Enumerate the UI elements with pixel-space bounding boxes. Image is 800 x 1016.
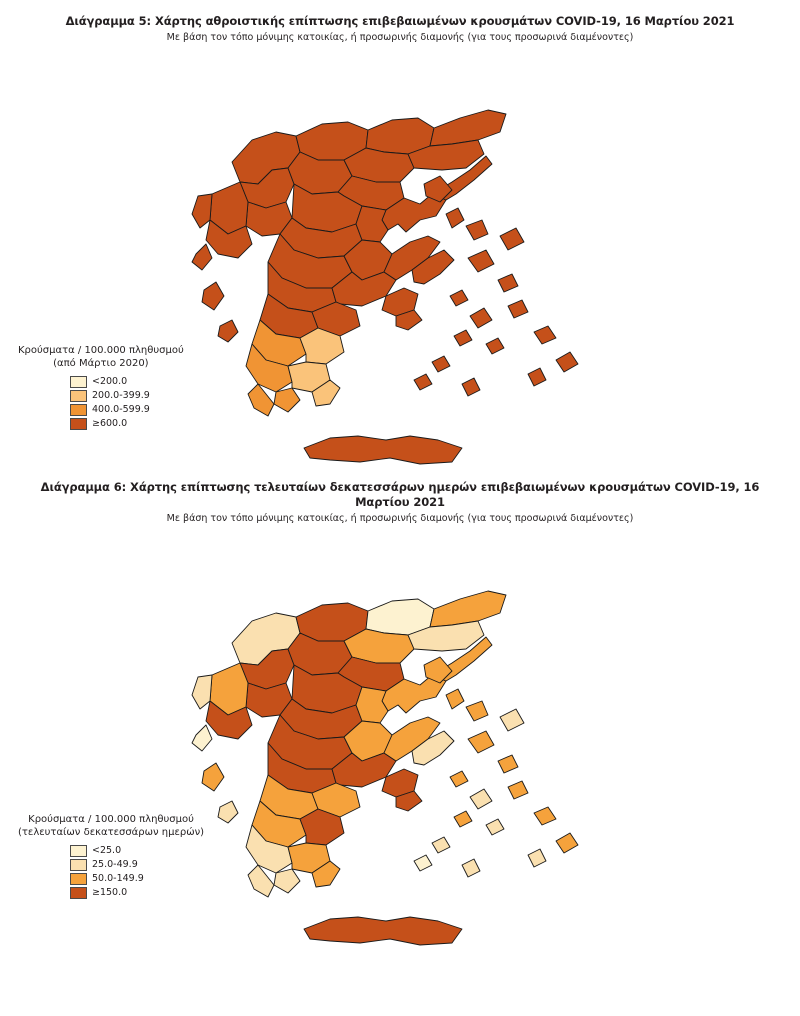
legend-row <box>70 417 184 431</box>
legend-row <box>70 872 204 886</box>
legend-items-14day <box>70 844 204 900</box>
legend-title-line2: (τελευταίων δεκατεσσάρων ημερών) <box>18 827 205 839</box>
legend-items-cumulative <box>70 375 184 431</box>
legend-swatch <box>70 404 87 416</box>
figure-6-subtitle: Με βάση τον τόπο μόνιμης κατοικίας, ή προσωρινής διαμονής (για τους προσωρινά διαμένοντες) <box>166 512 634 524</box>
legend-title-line1: Κρούσματα / 100.000 πληθυσμού <box>28 813 194 825</box>
legend-row <box>70 403 184 417</box>
legend-label: ≥150.0 <box>92 886 128 898</box>
legend-swatch <box>70 418 87 430</box>
legend-label: 25.0-49.9 <box>92 858 138 870</box>
legend-swatch <box>70 887 87 899</box>
legend-swatch <box>70 845 87 857</box>
legend-row <box>70 844 204 858</box>
figure-diagram-6 <box>0 480 800 955</box>
legend-cumulative <box>18 344 184 431</box>
legend-label: 200.0-399.9 <box>92 389 150 401</box>
figure-diagram-5 <box>0 14 800 474</box>
legend-label: 50.0-149.9 <box>92 872 144 884</box>
legend-title-line2: (από Μάρτιο 2020) <box>53 358 149 370</box>
legend-row <box>70 886 204 900</box>
legend-label: <25.0 <box>92 844 122 856</box>
legend-title-line1: Κρούσματα / 100.000 πληθυσμού <box>18 344 184 356</box>
map-cumulative-incidence <box>0 44 800 474</box>
legend-label: ≥600.0 <box>92 417 128 429</box>
figure-5-subtitle: Με βάση τον τόπο μόνιμης κατοικίας, ή προσωρινής διαμονής (για τους προσωρινά διαμένοντες) <box>166 31 634 43</box>
legend-row <box>70 375 184 389</box>
legend-label: <200.0 <box>92 375 128 387</box>
legend-swatch <box>70 873 87 885</box>
legend-row <box>70 389 184 403</box>
legend-swatch <box>70 859 87 871</box>
legend-label: 400.0-599.9 <box>92 403 150 415</box>
legend-row <box>70 858 204 872</box>
legend-swatch <box>70 376 87 388</box>
figure-6-title: Διάγραμμα 6: Χάρτης επίπτωσης τελευταίων δεκατεσσάρων ημερών επιβεβαιωμένων κρουσμάτων COVID-19, 16 Μαρτίου 2021 <box>40 479 760 509</box>
legend-swatch <box>70 390 87 402</box>
figure-5-title: Διάγραμμα 5: Χάρτης αθροιστικής επίπτωσης επιβεβαιωμένων κρουσμάτων COVID-19, 16 Μαρτίου 2021 <box>65 14 735 28</box>
map-14day-incidence <box>0 525 800 955</box>
legend-14day <box>18 813 204 900</box>
